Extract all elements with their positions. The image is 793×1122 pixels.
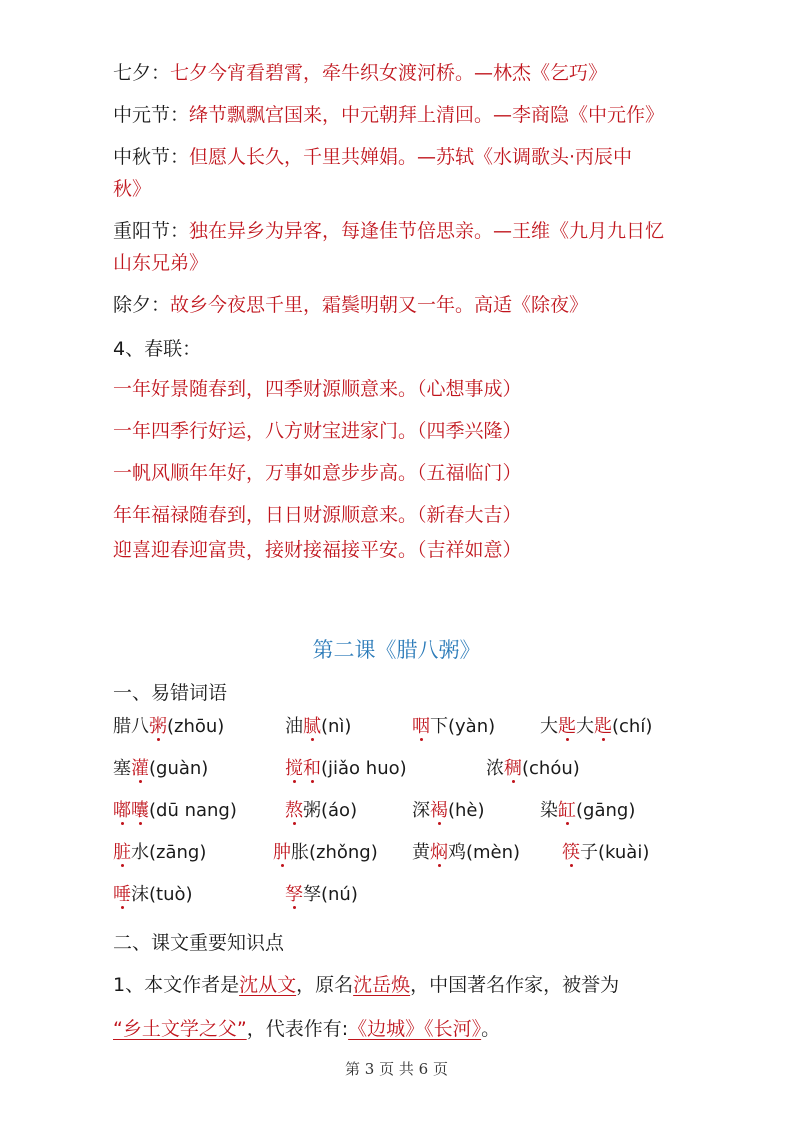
- poem-label: 中秋节：: [113, 146, 190, 168]
- representative-works: 《边城》《长河》: [348, 1018, 482, 1040]
- poem-chongyang-cont: 山东兄弟》: [113, 252, 209, 274]
- poem-text: 绛节飘飘宫国来，中元朝拜上清回。—李商隐《中元作》: [189, 104, 665, 126]
- vocab-item: 咽下(yàn): [412, 716, 496, 737]
- vocab-item: 染缸(gāng): [540, 800, 636, 821]
- section-heading-knowledge: 二、课文重要知识点: [113, 932, 285, 954]
- poem-text: 但愿人长久，千里共婵娟。—苏轼《水调歌头·丙辰中: [189, 146, 633, 168]
- section-heading-words: 一、易错词语: [113, 682, 228, 704]
- vocab-item: 深褐(hè): [412, 800, 485, 821]
- poem-label: 重阳节：: [113, 220, 190, 242]
- vocab-item: 肿胀(zhǒng): [273, 842, 378, 863]
- poem-zhongyuan: [113, 102, 664, 128]
- knowledge-point-1: 1、本文作者是沈从文，原名沈岳焕，中国著名作家，被誉为: [113, 974, 620, 996]
- vocab-item: 大匙大匙(chí): [540, 716, 653, 737]
- vocab-item: 塞灌(guàn): [113, 758, 209, 779]
- couplets-heading: 4、春联：: [113, 338, 202, 360]
- vocab-item: 筷子(kuài): [562, 842, 650, 863]
- vocab-item: 搅和(jiǎo huo): [285, 758, 407, 779]
- vocab-item: 腊八粥(zhōu): [113, 716, 225, 737]
- poem-text: 故乡今夜思千里，霜鬓明朝又一年。高适《除夜》: [170, 294, 589, 316]
- vocab-item: 孥孥(nú): [285, 884, 358, 905]
- poem-zhongqiu: [113, 144, 632, 170]
- couplet: 一帆风顺年年好，万事如意步步高。（五福临门）: [113, 462, 522, 484]
- poem-label: 中元节：: [113, 104, 190, 126]
- lesson-title: 第二课《腊八粥》: [312, 638, 481, 662]
- author-title: “乡土文学之父”: [113, 1018, 247, 1040]
- vocab-item: 唾沫(tuò): [113, 884, 193, 905]
- couplet: 迎喜迎春迎富贵，接财接福接平安。（吉祥如意）: [113, 539, 522, 561]
- poem-zhongqiu-cont: 秋》: [113, 178, 152, 200]
- vocab-item: 脏水(zāng): [113, 842, 207, 863]
- couplet: 一年好景随春到，四季财源顺意来。（心想事成）: [113, 378, 522, 400]
- poem-label: 七夕：: [113, 62, 171, 84]
- couplet: 年年福禄随春到，日日财源顺意来。（新春大吉）: [113, 504, 522, 526]
- vocab-item: 浓稠(chóu): [486, 758, 580, 779]
- poem-chuxi: [113, 292, 588, 318]
- poem-label: 除夕：: [113, 294, 171, 316]
- page-footer: 第 3 页 共 6 页: [345, 1060, 448, 1078]
- poem-text: 七夕今宵看碧霄，牵牛织女渡河桥。—林杰《乞巧》: [170, 62, 608, 84]
- original-name: 沈岳焕: [353, 974, 411, 996]
- knowledge-point-1-cont: “乡土文学之父”，代表作有:《边城》《长河》。: [113, 1018, 501, 1040]
- vocab-item: 黄焖鸡(mèn): [412, 842, 521, 863]
- poem-text: 独在异乡为异客，每逢佳节倍思亲。—王维《九月九日忆: [189, 220, 665, 242]
- vocab-item: 熬粥(áo): [285, 800, 358, 821]
- poem-qixi: [113, 60, 607, 86]
- poem-chongyang: [113, 218, 664, 244]
- vocab-item: 油腻(nì): [285, 716, 352, 737]
- couplet: 一年四季行好运，八方财宝进家门。（四季兴隆）: [113, 420, 522, 442]
- author-name: 沈从文: [239, 974, 297, 996]
- vocab-item: 嘟囔(dū nang): [113, 800, 237, 821]
